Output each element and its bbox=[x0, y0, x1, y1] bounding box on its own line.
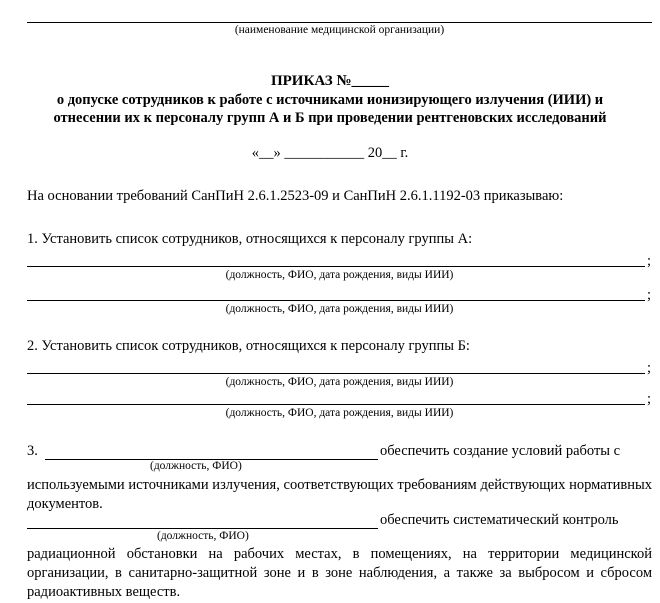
group-a-entry-line-1 bbox=[27, 266, 645, 267]
item3-position-line-2 bbox=[27, 528, 378, 529]
group-b-caption-2: (должность, ФИО, дата рождения, виды ИИИ) bbox=[225, 407, 454, 419]
group-a-entry-1-end: ; bbox=[647, 253, 652, 269]
item3-text-2: обеспечить систематический контроль bbox=[380, 512, 619, 528]
group-b-heading: 2. Установить список сотрудников, относящихся к персоналу группы Б: bbox=[27, 338, 470, 354]
group-a-entry-line-2 bbox=[27, 300, 645, 301]
order-title: ПРИКАЗ №_____ bbox=[270, 73, 390, 89]
group-b-entry-line-1 bbox=[27, 373, 645, 374]
group-a-caption-1: (должность, ФИО, дата рождения, виды ИИИ) bbox=[225, 269, 454, 281]
group-a-entry-2-end: ; bbox=[647, 287, 652, 303]
item3-number: 3. bbox=[27, 443, 38, 459]
group-b-entry-2-end: ; bbox=[647, 391, 652, 407]
order-subtitle-line2: отнесении их к персоналу групп А и Б при проведении рентгеновских исследований bbox=[53, 110, 607, 126]
item3-text-2-continuation: радиационной обстановки на рабочих местах, в помещениях, на территории медицинской организации, в санитарно-защитной зоне и в зоне наблюдения, а также за выбросом и сбросом радиоактивных веществ. bbox=[27, 546, 652, 600]
item3-text-1-continuation: используемыми источниками излучения, соответствующих требованиям действующих нормативных документов. bbox=[27, 477, 652, 512]
order-subtitle-line1: о допуске сотрудников к работе с источниками ионизирующего излучения (ИИИ) и bbox=[56, 92, 604, 108]
org-name-line bbox=[27, 22, 652, 23]
group-b-entry-1-end: ; bbox=[647, 360, 652, 376]
group-b-entry-line-2 bbox=[27, 404, 645, 405]
order-basis: На основании требований СанПиН 2.6.1.2523-09 и СанПиН 2.6.1.1192-03 приказываю: bbox=[27, 188, 564, 204]
group-b-caption-1: (должность, ФИО, дата рождения, виды ИИИ) bbox=[225, 376, 454, 388]
item3-caption-2: (должность, ФИО) bbox=[157, 530, 249, 542]
item3-text-1: обеспечить создание условий работы с bbox=[380, 443, 621, 459]
order-date: «__» ___________ 20__ г. bbox=[251, 145, 409, 161]
org-name-caption: (наименование медицинской организации) bbox=[234, 24, 445, 36]
group-a-caption-2: (должность, ФИО, дата рождения, виды ИИИ) bbox=[225, 303, 454, 315]
group-a-heading: 1. Установить список сотрудников, относящихся к персоналу группы А: bbox=[27, 231, 473, 247]
item3-caption-1: (должность, ФИО) bbox=[150, 460, 242, 472]
